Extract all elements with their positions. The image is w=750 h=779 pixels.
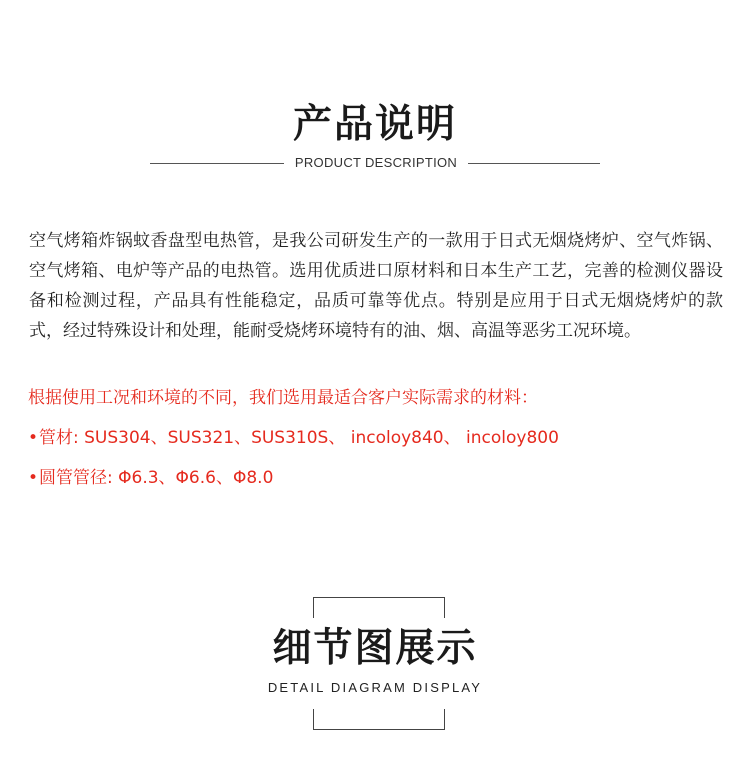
section-subtitle: DETAIL DIAGRAM DISPLAY: [267, 680, 483, 695]
bullet-icon: •: [28, 468, 39, 488]
frame-bottom-bracket: [313, 709, 445, 730]
diameter-text: 圆管管径: Φ6.3、Φ6.6、Φ8.0: [39, 468, 274, 488]
divider-line-right: [468, 163, 600, 164]
diameter-list-item: [28, 466, 728, 490]
material-list-item: [28, 426, 728, 450]
frame-top-bracket: [313, 597, 445, 618]
description-paragraph: 空气烤箱炸锅蚊香盘型电热管，是我公司研发生产的一款用于日式无烟烧烤炉、空气炸锅、空气烤箱、电炉等产品的电热管。选用优质进口原材料和日本生产工艺，完善的检测仪器设备和检测过程，产品具有性能稳定，品质可靠等优点。特别是应用于日式无烟烧烤炉的款式，经过特殊设计和处理，能耐受烧烤环境特有的油、烟、高温等恶劣工况环境。: [29, 231, 723, 341]
subtitle-row: [150, 154, 600, 172]
material-intro-text: 根据使用工况和环境的不同，我们选用最适合客户实际需求的材料：: [28, 388, 538, 408]
section-title: 产品说明: [292, 102, 457, 147]
section-subtitle: PRODUCT DESCRIPTION: [294, 155, 458, 170]
section-title: 细节图展示: [272, 626, 478, 671]
bullet-icon: •: [28, 428, 39, 448]
material-text: 管材: SUS304、SUS321、SUS310S、 incoloy840、 incoloy800: [39, 428, 559, 448]
divider-line-left: [150, 163, 284, 164]
